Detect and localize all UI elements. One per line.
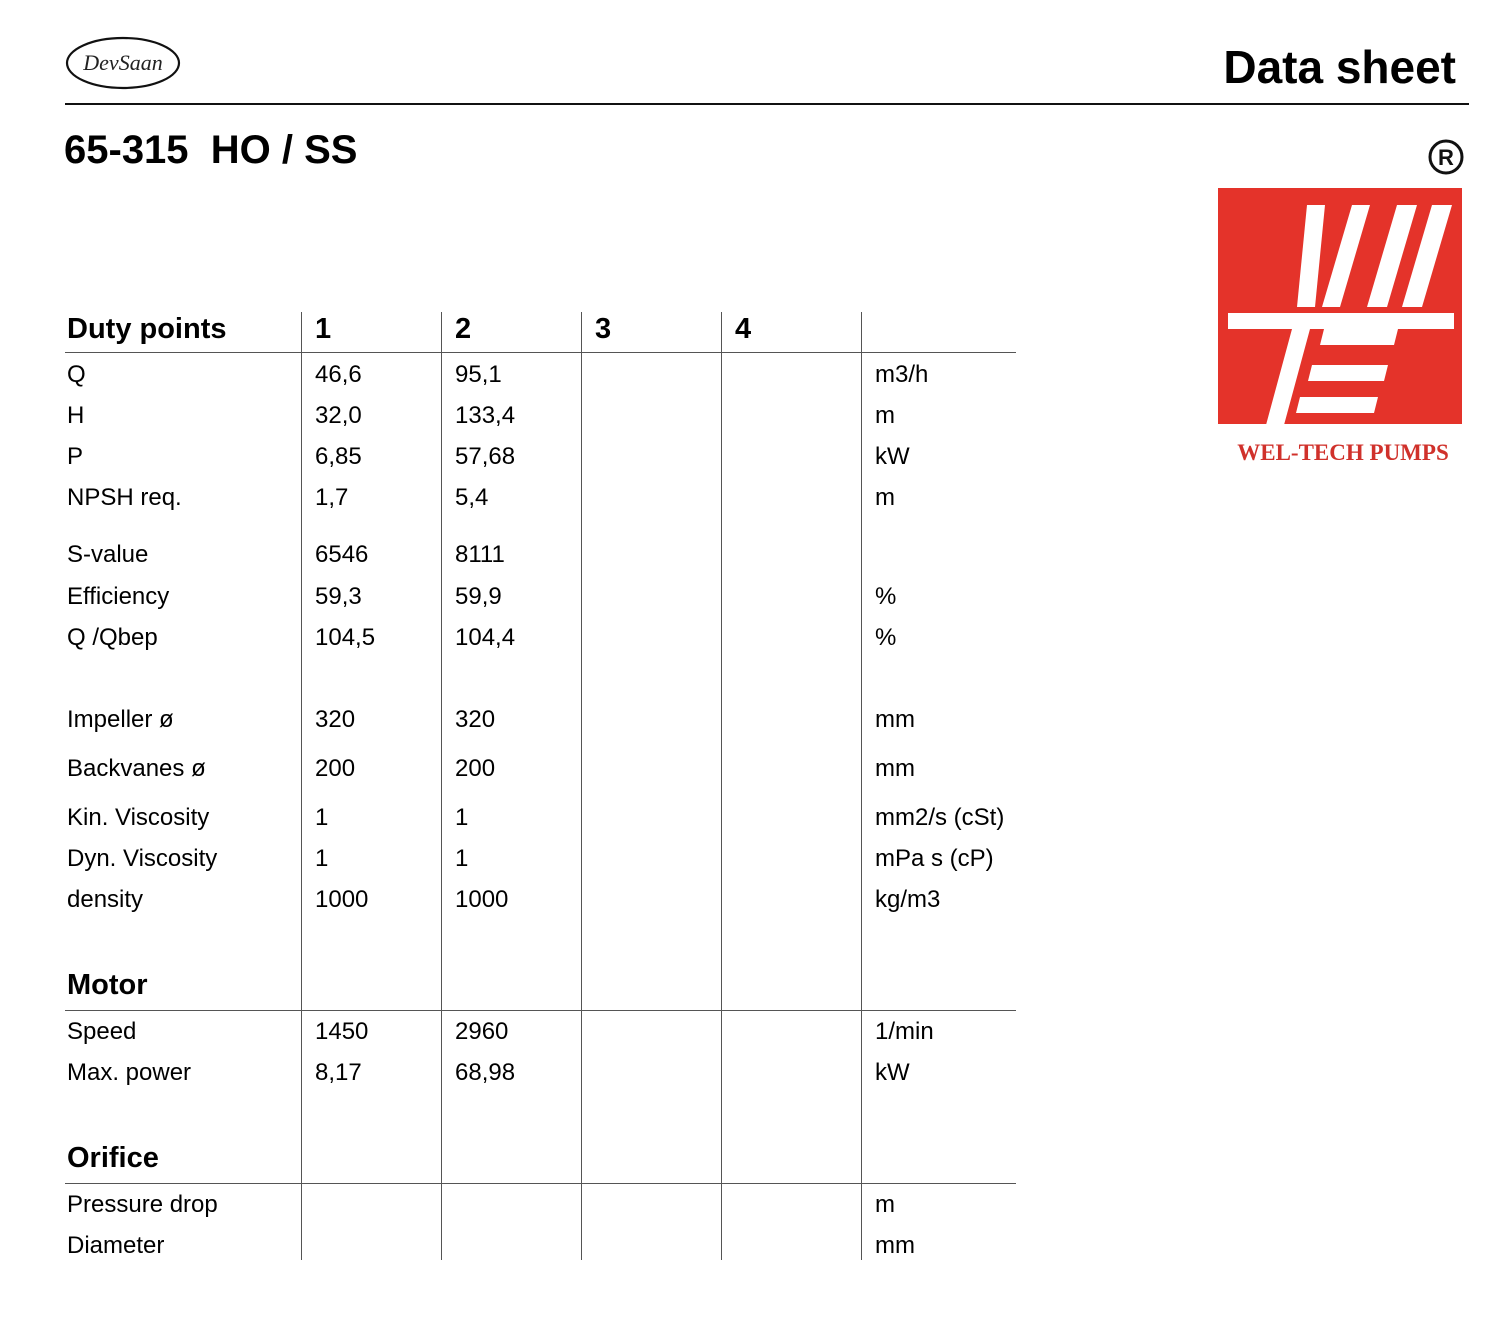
unit: % xyxy=(875,583,897,610)
column-header-4: 4 xyxy=(735,313,752,345)
value-point-2: 200 xyxy=(455,755,496,782)
unit: mPa s (cP) xyxy=(875,845,994,872)
row-label: Max. power xyxy=(67,1059,192,1086)
company-name: WEL-TECH PUMPS xyxy=(1237,440,1449,465)
column-divider xyxy=(301,312,302,1260)
unit: kg/m3 xyxy=(875,886,941,913)
value-point-2: 1000 xyxy=(455,886,509,913)
value-point-1: 104,5 xyxy=(315,624,376,651)
column-header-1: 1 xyxy=(315,313,332,345)
unit: mm xyxy=(875,755,915,782)
value-point-2: 133,4 xyxy=(455,402,516,429)
row-label: Backvanes ø xyxy=(67,755,206,782)
row-label: Kin. Viscosity xyxy=(67,804,210,831)
value-point-2: 1 xyxy=(455,804,469,831)
value-point-1: 1 xyxy=(315,845,329,872)
devsaan-logo-text: DevSaan xyxy=(83,50,163,75)
value-point-2: 68,98 xyxy=(455,1059,516,1086)
value-point-1: 6,85 xyxy=(315,443,362,470)
row-label: H xyxy=(67,402,85,429)
value-point-2: 2960 xyxy=(455,1018,509,1045)
value-point-1: 32,0 xyxy=(315,402,362,429)
value-point-1: 1450 xyxy=(315,1018,369,1045)
section-heading-duty: Duty points xyxy=(67,313,227,345)
unit: mm2/s (cSt) xyxy=(875,804,1005,831)
unit: kW xyxy=(875,443,910,470)
row-label: Speed xyxy=(67,1018,137,1045)
row-label: Dyn. Viscosity xyxy=(67,845,218,872)
column-divider xyxy=(441,312,442,1260)
value-point-1: 46,6 xyxy=(315,361,362,388)
devsaan-logo xyxy=(65,36,181,90)
row-label: Pressure drop xyxy=(67,1191,218,1218)
header-divider xyxy=(65,103,1469,105)
row-label: Q /Qbep xyxy=(67,624,158,651)
duty-header-rule xyxy=(65,352,1016,353)
row-label: Diameter xyxy=(67,1232,165,1259)
row-label: Impeller ø xyxy=(67,706,174,733)
row-label: density xyxy=(67,886,144,913)
row-label: NPSH req. xyxy=(67,484,182,511)
value-point-2: 1 xyxy=(455,845,469,872)
row-label: S-value xyxy=(67,541,149,568)
unit: m xyxy=(875,1191,895,1218)
unit: % xyxy=(875,624,897,651)
value-point-2: 57,68 xyxy=(455,443,516,470)
value-point-1: 6546 xyxy=(315,541,369,568)
column-divider xyxy=(721,312,722,1260)
value-point-2: 5,4 xyxy=(455,484,489,511)
value-point-2: 104,4 xyxy=(455,624,516,651)
row-label: Q xyxy=(67,361,86,388)
column-header-2: 2 xyxy=(455,313,472,345)
column-divider xyxy=(581,312,582,1260)
motor-header-rule xyxy=(65,1010,1016,1011)
column-divider xyxy=(861,312,862,1260)
value-point-2: 95,1 xyxy=(455,361,502,388)
value-point-2: 8111 xyxy=(455,541,505,568)
value-point-1: 8,17 xyxy=(315,1059,362,1086)
column-header-3: 3 xyxy=(595,313,612,345)
value-point-1: 200 xyxy=(315,755,356,782)
unit: kW xyxy=(875,1059,910,1086)
value-point-1: 1,7 xyxy=(315,484,349,511)
row-label: Efficiency xyxy=(67,583,170,610)
unit: mm xyxy=(875,706,915,733)
model-title: 65-315 HO / SS xyxy=(64,128,358,172)
unit: m xyxy=(875,402,895,429)
value-point-2: 59,9 xyxy=(455,583,502,610)
wel-tech-logo xyxy=(1212,135,1472,470)
value-point-1: 1 xyxy=(315,804,329,831)
row-label: P xyxy=(67,443,84,470)
registered-mark: R xyxy=(1438,145,1454,170)
unit: mm xyxy=(875,1232,915,1259)
unit: 1/min xyxy=(875,1018,934,1045)
value-point-1: 1000 xyxy=(315,886,369,913)
value-point-1: 320 xyxy=(315,706,356,733)
value-point-2: 320 xyxy=(455,706,496,733)
unit: m3/h xyxy=(875,361,929,388)
section-heading-motor: Motor xyxy=(67,969,148,1001)
value-point-1: 59,3 xyxy=(315,583,362,610)
section-heading-orifice: Orifice xyxy=(67,1142,159,1174)
orifice-header-rule xyxy=(65,1183,1016,1184)
unit: m xyxy=(875,484,895,511)
page-title: Data sheet xyxy=(1223,41,1456,93)
